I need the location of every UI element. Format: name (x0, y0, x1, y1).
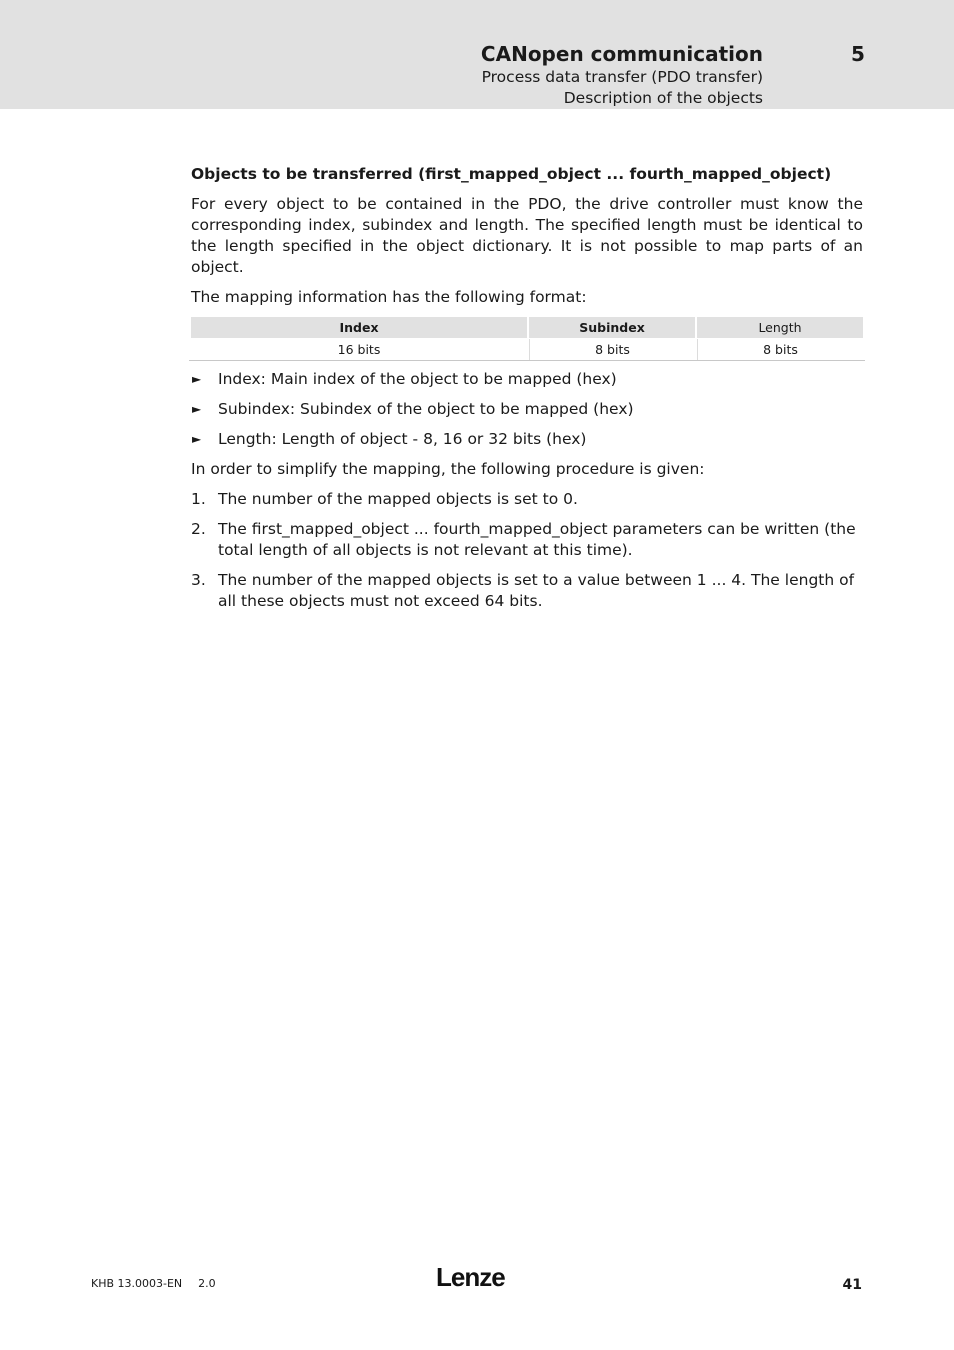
list-item (191, 369, 863, 390)
doc-version: 2.0 (198, 1277, 216, 1290)
intro-paragraph: For every object to be contained in the PDO, the drive controller must know the corresponding index, subindex and length. The specified length must be identical to the length specified in the object dictionary. It is not possible to map parts of an object. (191, 195, 863, 276)
step-number: 2. (191, 520, 206, 538)
step-text: The first_mapped_object ... fourth_mapped_object parameters can be written (the total length of all objects is not relevant at this time). (218, 520, 856, 559)
step-number: 1. (191, 490, 206, 508)
step-number: 3. (191, 571, 206, 589)
mapping-format-table (189, 317, 865, 361)
table-header-cell: Index (191, 317, 527, 339)
chapter-title: CANopen communication (480, 42, 763, 66)
list-item (191, 489, 863, 510)
step-text: The number of the mapped objects is set to 0. (218, 490, 578, 508)
list-item-text: Index: Main index of the object to be mapped (hex) (218, 370, 617, 388)
doc-id: KHB 13.0003-EN (91, 1277, 183, 1290)
table-header-cell: Subindex (529, 317, 695, 339)
format-intro: The mapping information has the following format: (191, 288, 587, 306)
list-item (191, 570, 863, 612)
content-heading: Objects to be transferred (first_mapped_object ... fourth_mapped_object) (191, 165, 832, 183)
list-item (191, 429, 863, 450)
step-text: The number of the mapped objects is set to a value between 1 ... 4. The length of all these objects must not exceed 64 bits. (218, 571, 855, 610)
table-cell: 8 bits (529, 339, 695, 360)
table-cell: 8 bits (697, 339, 863, 360)
procedure-steps (191, 489, 863, 612)
header-band (0, 0, 954, 109)
table-cell: 16 bits (191, 339, 527, 360)
triangle-bullet-icon: ► (192, 372, 202, 386)
table-header-cell: Length (697, 317, 863, 339)
list-item-text: Subindex: Subindex of the object to be mapped (hex) (218, 400, 634, 418)
section-title: Process data transfer (PDO transfer) (481, 68, 763, 86)
table-row (191, 339, 863, 360)
list-item (191, 399, 863, 420)
subsection-title: Description of the objects (563, 89, 763, 107)
table-header-row (191, 317, 863, 339)
chapter-number: 5 (851, 42, 865, 66)
triangle-bullet-icon: ► (192, 402, 202, 416)
procedure-intro: In order to simplify the mapping, the following procedure is given: (191, 460, 705, 478)
bullet-list (191, 369, 863, 450)
page-number: 41 (842, 1277, 862, 1293)
lenze-logo: Lenze (436, 1262, 505, 1292)
list-item-text: Length: Length of object - 8, 16 or 32 bits (hex) (218, 430, 587, 448)
triangle-bullet-icon: ► (192, 432, 202, 446)
footer-doc-info (91, 1277, 216, 1290)
list-item (191, 519, 863, 561)
page-content (191, 163, 863, 621)
